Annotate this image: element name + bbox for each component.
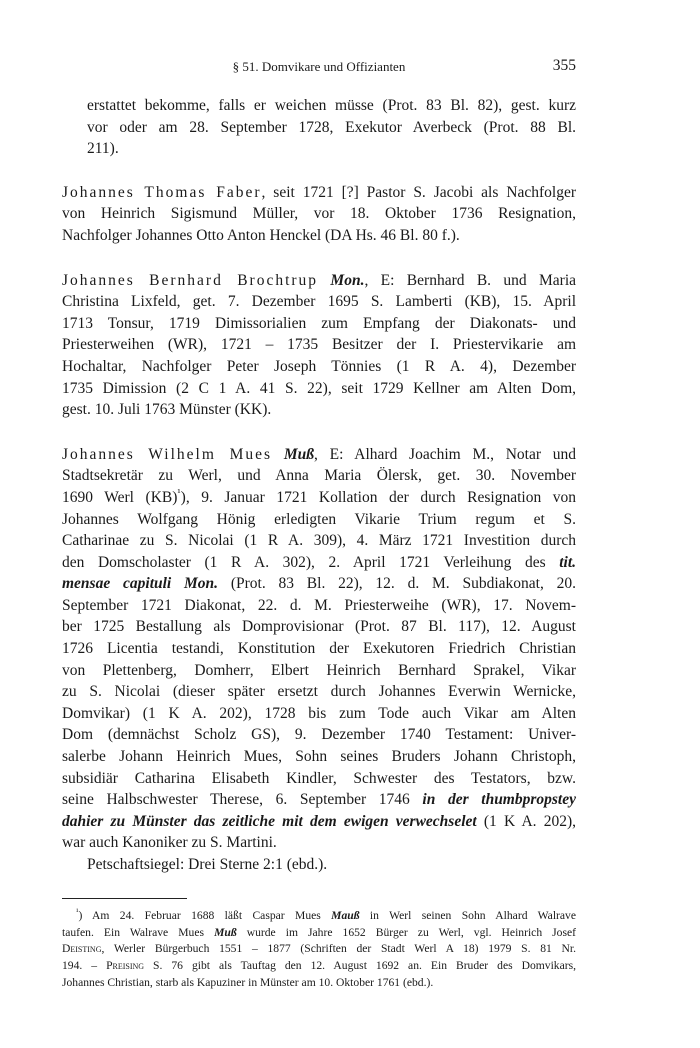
running-title: § 51. Domvikare und Offizianten [232, 59, 406, 74]
text-line: von Heinrich Sigismund Müller, vor 18. Oktober 1736 Resignation, [62, 205, 576, 223]
footnote-line [62, 958, 576, 975]
italic-phrase: tit. [559, 553, 576, 571]
author-name: Deisting [62, 942, 102, 956]
page-header [62, 57, 576, 77]
entry-mues [62, 444, 576, 876]
text-span: , seit 1721 [?] Pastor S. Jacobi als Nachfolger [261, 183, 576, 201]
text-line: erstattet bekomme, falls er weichen müsse (Prot. 83 Bl. 82), gest. kurz [87, 97, 576, 114]
text-line: ber 1725 Bestallung als Domprovisionar (Prot. 87 Bl. 117), 12. August [62, 618, 576, 636]
text-span: , E: Alhard Joachim M., Notar und [314, 445, 577, 463]
footnote-marker: ¹ [76, 907, 79, 917]
italic-phrase: Mauß [331, 909, 360, 922]
text-span: den Domscholaster (1 R A. 302), 2. April 1721 Verleihung des [62, 553, 560, 571]
entry-faber [62, 182, 576, 247]
text-span: , Werler Bürgerbuch 1551 – 1877 (Schriften der Stadt Werl A 18) 1979 S. 81 Nr. [101, 942, 576, 956]
text-line [62, 573, 576, 595]
text-span: (Prot. 83 Bl. 22), 12. d. M. Subdiakonat, 20. [218, 575, 576, 593]
text-line: subsidiär Catharina Elisabeth Kindler, Schwester des Testators, bzw. [62, 769, 576, 787]
text-span: (1 K A. 202), [476, 812, 577, 830]
text-line: Dom (demnächst Scholz GS), 9. Dezember 1740 Testament: Univer- [62, 726, 576, 744]
seal-line: Petschaftsiegel: Drei Sterne 2:1 (ebd.). [87, 856, 328, 873]
text-line: Domvikar) (1 K A. 202), 1728 bis zum Tode auch Vikar am Alten [62, 704, 576, 722]
text-line [62, 182, 576, 204]
text-line [62, 552, 576, 574]
entry-brochtrup [62, 270, 576, 421]
text-line: Christina Lixfeld, get. 7. Dezember 1695 S. Lamberti (KB), 15. April [62, 293, 576, 311]
page-number: 355 [552, 57, 576, 74]
text-span: S. 76 gibt als Tauftag den 12. August 1692 an. Ein Bruder des Domvikars, [144, 959, 577, 973]
text-line: von Plettenberg, Domherr, Elbert Heinrich Bernhard Sprakel, Vikar [62, 661, 576, 679]
text-span: 194. – [62, 959, 107, 973]
author-name: Preising [106, 959, 145, 973]
text-line: September 1721 Diakonat, 22. d. M. Priesterweihe (WR), 17. Novem- [62, 596, 576, 614]
text-span: ), 9. Januar 1721 Kollation der durch Resignation von [180, 488, 577, 506]
italic-phrase: mensae capituli Mon. [62, 575, 219, 593]
footnote-line [62, 941, 576, 958]
italic-phrase: dahier zu Münster das zeitliche mit dem ewigen verwechselet [62, 812, 477, 830]
text-line: Stadtsekretär zu Werl, und Anna Maria Ölersk, get. 30. November [62, 467, 576, 485]
text-line: Catharinae zu S. Nicolai (1 R A. 309), 4. März 1721 Investition durch [62, 532, 576, 550]
italic-phrase: Muß [214, 925, 237, 939]
footnote-rule [62, 898, 187, 899]
footnote [62, 908, 576, 992]
text-span: , E: Bernhard B. und Maria [364, 271, 577, 289]
text-span: ) Am 24. Februar 1688 läßt Caspar Mues [78, 909, 332, 922]
text-span: taufen. Ein Walrave Mues [62, 925, 215, 939]
text-line: gest. 10. Juli 1763 Münster (KK). [62, 401, 272, 419]
text-line: zu S. Nicolai (dieser später ersetzt durch Johannes Everwin Wernicke, [62, 683, 576, 701]
text-line: 211). [87, 140, 119, 158]
text-line: salerbe Johann Heinrich Mues, Sohn seines Bruders Johann Christoph, [62, 748, 576, 766]
text-line: 1726 Licentia testandi, Konstitution der Exekutoren Friedrich Christian [62, 640, 576, 658]
text-span: in Werl seinen Sohn Alhard Walrave [359, 909, 576, 922]
italic-phrase: in der thumbpropstey [422, 791, 576, 809]
text-line: Hochaltar, Nachfolger Peter Joseph Tönnies (1 R A. 4), Dezember [62, 357, 576, 375]
text-line: 1735 Dimission (2 C 1 A. 41 S. 22), seit 1729 Kellner am Alten Dom, [62, 379, 576, 397]
text-line: Johannes Wolfgang Hönig erledigten Vikarie Trium regum et S. [62, 510, 576, 528]
text-line: 1713 Tonsur, 1719 Dimissorialien zum Empfang der Diakonats- und [62, 314, 576, 332]
person-name: Johannes Bernhard Brochtrup [62, 271, 319, 289]
origin-mark: Mon. [330, 271, 365, 289]
person-name: Johannes Thomas Faber [62, 183, 262, 201]
text-line: vor oder am 28. September 1728, Exekutor Averbeck (Prot. 88 Bl. [87, 118, 576, 136]
text-line: Priesterweihen (WR), 1721 – 1735 Besitzer der I. Priestervikarie am [62, 336, 576, 354]
entry-continuation [62, 95, 576, 160]
footnote-line: Johannes Christian, starb als Kapuziner in Münster am 10. Oktober 1761 (ebd.). [62, 975, 434, 989]
person-name: Johannes Wilhelm Mues [62, 445, 273, 463]
text-line [62, 811, 577, 833]
text-span: seine Halbschwester Therese, 6. September 1746 [62, 791, 423, 809]
origin-mark: Muß [283, 445, 314, 463]
footnote-line [62, 925, 576, 942]
text-line [62, 444, 577, 466]
text-line: Nachfolger Johannes Otto Anton Henckel (DA Hs. 46 Bl. 80 f.). [62, 226, 460, 244]
main-text [62, 95, 576, 876]
text-line [62, 270, 577, 292]
text-line: war auch Kanoniker zu S. Martini. [62, 834, 277, 852]
text-span: wurde im Jahre 1652 Bürger zu Werl, vgl. Heinrich Josef [236, 925, 576, 939]
footnote-line [62, 908, 576, 925]
text-line [62, 789, 576, 811]
text-span: 1690 Werl (KB) [62, 488, 178, 506]
footnote-ref: ¹ [177, 486, 181, 499]
text-line [62, 486, 577, 509]
